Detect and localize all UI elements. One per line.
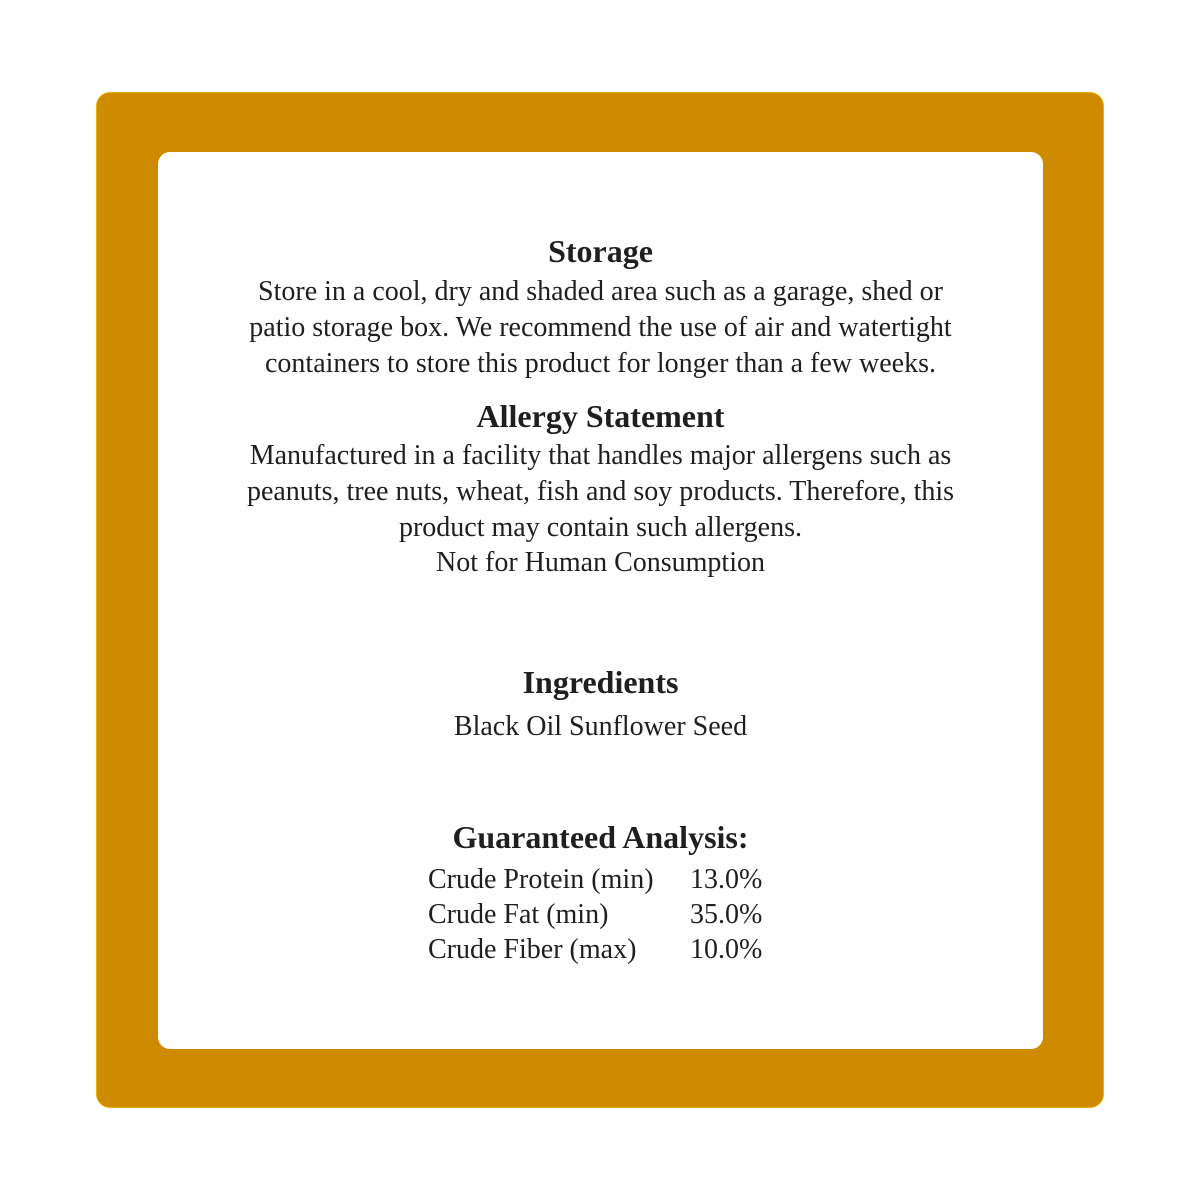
storage-line: patio storage box. We recommend the use of air and watertight (249, 312, 952, 343)
consumption-note: Not for Human Consumption (436, 547, 765, 578)
label-panel (158, 152, 1043, 1049)
ingredients-heading: Ingredients (522, 664, 679, 700)
allergy-line: product may contain such allergens. (398, 512, 803, 543)
analysis-value: 13.0% (690, 864, 763, 895)
analysis-table (428, 862, 788, 967)
label-frame (96, 92, 1104, 1108)
analysis-name: Crude Fiber (max) (428, 934, 637, 965)
allergy-line: peanuts, tree nuts, wheat, fish and soy products. Therefore, this (246, 476, 955, 507)
analysis-row (428, 862, 788, 897)
ingredients-text: Black Oil Sunflower Seed (453, 711, 748, 742)
storage-text (211, 274, 991, 382)
allergy-heading: Allergy Statement (476, 398, 725, 434)
analysis-value: 35.0% (690, 899, 763, 930)
storage-line: containers to store this product for longer than a few weeks. (264, 348, 936, 379)
allergy-text (211, 438, 991, 546)
allergy-line: Manufactured in a facility that handles major allergens such as (249, 440, 952, 471)
analysis-name: Crude Protein (min) (428, 864, 654, 895)
storage-line: Store in a cool, dry and shaded area such as a garage, shed or (258, 276, 943, 307)
analysis-row (428, 897, 788, 932)
analysis-name: Crude Fat (min) (428, 899, 609, 930)
analysis-row (428, 932, 788, 967)
storage-heading: Storage (548, 233, 653, 269)
analysis-value: 10.0% (690, 934, 763, 965)
analysis-heading: Guaranteed Analysis: (452, 819, 749, 855)
